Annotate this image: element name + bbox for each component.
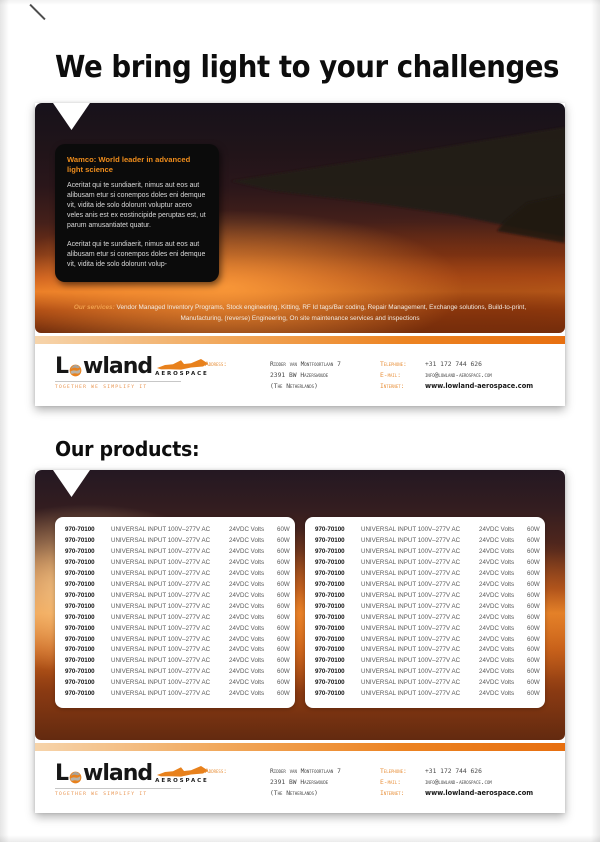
logo-underline [55,788,181,789]
telephone-value: +31 172 744 626 [425,361,482,368]
part-description: UNIVERSAL INPUT 100V–277V AC [361,679,461,687]
contact-labels [380,751,425,813]
email-label: E-mail: [380,779,402,786]
part-description: UNIVERSAL INPUT 100V–277V AC [111,635,211,643]
part-wattage: 60W [277,657,290,665]
address-value [270,751,380,813]
contact-values [425,751,553,813]
notch-pointer [53,470,90,497]
brand-logo [55,751,209,813]
products-heading: Our products: [55,437,200,461]
table-row [305,602,545,613]
part-number: 970-70100 [315,613,345,621]
part-description: UNIVERSAL INPUT 100V–277V AC [361,569,461,577]
part-voltage: 24VDC Volts [229,624,265,632]
hero-sheet [35,103,565,406]
brand-name-rest: wland [83,354,153,379]
part-number: 970-70100 [315,558,345,566]
table-row [55,635,295,646]
part-voltage: 24VDC Volts [479,690,515,698]
part-wattage: 60W [527,613,540,621]
part-description: UNIVERSAL INPUT 100V–277V AC [111,668,211,676]
brand-aerospace-label: AEROSPACE [155,778,209,784]
part-description: UNIVERSAL INPUT 100V–277V AC [361,646,461,654]
part-description: UNIVERSAL INPUT 100V–277V AC [361,635,461,643]
part-voltage: 24VDC Volts [479,547,515,555]
hero-card-title: Wamco: World leader in advanced light science [67,155,191,175]
part-wattage: 60W [527,657,540,665]
telephone-label: Telephone: [380,361,407,368]
part-description: UNIVERSAL INPUT 100V–277V AC [361,668,461,676]
table-row [305,645,545,656]
brand-name-rest: wland [83,761,153,786]
table-row [305,678,545,689]
page-edge-right [591,0,600,842]
table-row [55,525,295,536]
part-number: 970-70100 [65,668,95,676]
hero-card-paragraph-1: Aceritat qui te sundiaerit, nimus aut eos aut alibusam etur si conempos doles eni demque vit, vidita ide solo dolorunt voluptur acero veles anis est ex eostincipide peruptas est, ut parum amusantiatet quatur. [67,181,206,229]
services-line [62,302,539,324]
telephone-value: +31 172 744 626 [425,768,482,775]
table-row [305,536,545,547]
part-wattage: 60W [527,569,540,577]
internet-label: Internet: [380,383,405,390]
table-row [305,558,545,569]
brand-tagline: TOGETHER WE SIMPLIFY IT [55,792,148,797]
table-row [305,667,545,678]
table-row [305,656,545,667]
part-wattage: 60W [527,547,540,555]
address-value [270,344,380,406]
table-row [55,613,295,624]
table-row [305,635,545,646]
page-edge-bottom [0,835,600,842]
part-number: 970-70100 [65,580,95,588]
part-voltage: 24VDC Volts [479,679,515,687]
part-voltage: 24VDC Volts [229,602,265,610]
globe-icon [69,364,82,377]
part-wattage: 60W [527,580,540,588]
part-description: UNIVERSAL INPUT 100V–277V AC [361,580,461,588]
part-wattage: 60W [277,591,290,599]
email-label: E-mail: [380,372,402,379]
contact-footer [35,751,565,813]
part-voltage: 24VDC Volts [229,526,265,533]
part-voltage: 24VDC Volts [479,558,515,566]
part-number: 970-70100 [315,679,345,687]
part-number: 970-70100 [65,624,95,632]
table-row [55,667,295,678]
accent-bar [35,743,565,751]
internet-label: Internet: [380,790,405,797]
part-number: 970-70100 [315,569,345,577]
part-number: 970-70100 [65,526,95,533]
part-number: 970-70100 [315,624,345,632]
part-number: 970-70100 [65,602,95,610]
corner-mark [29,4,45,20]
part-description: UNIVERSAL INPUT 100V–277V AC [111,547,211,555]
part-number: 970-70100 [65,657,95,665]
part-description: UNIVERSAL INPUT 100V–277V AC [111,613,211,621]
table-row [305,580,545,591]
contact-footer [35,344,565,406]
part-wattage: 60W [277,624,290,632]
contact-labels [380,344,425,406]
table-row [305,591,545,602]
table-row [305,689,545,700]
part-description: UNIVERSAL INPUT 100V–277V AC [361,613,461,621]
part-wattage: 60W [277,580,290,588]
brand-name-left: L [55,354,69,379]
table-row [55,656,295,667]
part-wattage: 60W [277,613,290,621]
table-row [305,569,545,580]
part-description: UNIVERSAL INPUT 100V–277V AC [111,690,211,698]
hero-photo [35,103,565,333]
part-number: 970-70100 [315,602,345,610]
address-line-2: 2391 BW Hazerswoude [270,779,329,786]
part-number: 970-70100 [315,526,345,533]
table-row [305,624,545,635]
part-voltage: 24VDC Volts [479,526,515,533]
part-number: 970-70100 [65,536,95,544]
part-number: 970-70100 [315,690,345,698]
part-description: UNIVERSAL INPUT 100V–277V AC [111,679,211,687]
part-description: UNIVERSAL INPUT 100V–277V AC [361,526,461,533]
part-voltage: 24VDC Volts [229,536,265,544]
part-voltage: 24VDC Volts [479,536,515,544]
part-wattage: 60W [527,526,540,533]
table-row [55,580,295,591]
part-voltage: 24VDC Volts [479,613,515,621]
part-wattage: 60W [527,558,540,566]
part-description: UNIVERSAL INPUT 100V–277V AC [361,536,461,544]
hero-text-card [55,144,219,282]
part-voltage: 24VDC Volts [479,580,515,588]
part-wattage: 60W [527,635,540,643]
page-edge-left [0,0,9,842]
part-voltage: 24VDC Volts [229,635,265,643]
part-description: UNIVERSAL INPUT 100V–277V AC [111,569,211,577]
accent-bar [35,336,565,344]
part-voltage: 24VDC Volts [479,668,515,676]
part-voltage: 24VDC Volts [479,624,515,632]
part-number: 970-70100 [315,635,345,643]
part-voltage: 24VDC Volts [229,558,265,566]
table-row [55,547,295,558]
brand-logo [55,344,209,406]
part-description: UNIVERSAL INPUT 100V–277V AC [111,558,211,566]
product-table-right [305,517,545,708]
website-link[interactable]: www.lowland-aerospace.com [425,382,534,390]
part-wattage: 60W [527,646,540,654]
part-number: 970-70100 [65,569,95,577]
email-link[interactable]: info@lowland-aerospace.com [425,779,492,786]
table-row [55,558,295,569]
table-row [55,678,295,689]
product-table-left [55,517,295,708]
website-link[interactable]: www.lowland-aerospace.com [425,789,534,797]
table-row [55,591,295,602]
part-wattage: 60W [277,646,290,654]
part-number: 970-70100 [315,657,345,665]
table-row [55,624,295,635]
table-row [305,613,545,624]
part-wattage: 60W [277,526,290,533]
part-wattage: 60W [527,624,540,632]
telephone-label: Telephone: [380,768,407,775]
part-wattage: 60W [527,679,540,687]
part-description: UNIVERSAL INPUT 100V–277V AC [111,536,211,544]
part-voltage: 24VDC Volts [229,569,265,577]
part-number: 970-70100 [315,646,345,654]
part-wattage: 60W [277,602,290,610]
part-description: UNIVERSAL INPUT 100V–277V AC [111,591,211,599]
part-voltage: 24VDC Volts [229,580,265,588]
part-number: 970-70100 [315,591,345,599]
contact-values [425,344,553,406]
table-row [305,525,545,536]
part-voltage: 24VDC Volts [479,591,515,599]
products-sheet [35,470,565,813]
page-edge-top [0,0,600,5]
address-label: Address: [205,768,228,775]
part-wattage: 60W [277,569,290,577]
part-number: 970-70100 [315,536,345,544]
brand-aerospace-label: AEROSPACE [155,371,209,377]
part-wattage: 60W [277,536,290,544]
part-number: 970-70100 [65,613,95,621]
part-wattage: 60W [277,679,290,687]
part-number: 970-70100 [65,690,95,698]
part-voltage: 24VDC Volts [229,646,265,654]
email-link[interactable]: info@lowland-aerospace.com [425,372,492,379]
part-voltage: 24VDC Volts [479,602,515,610]
part-wattage: 60W [277,547,290,555]
part-wattage: 60W [527,536,540,544]
address-label: Address: [205,361,228,368]
part-number: 970-70100 [65,558,95,566]
part-wattage: 60W [277,690,290,698]
table-row [55,602,295,613]
part-number: 970-70100 [65,646,95,654]
part-voltage: 24VDC Volts [479,569,515,577]
part-number: 970-70100 [65,591,95,599]
part-voltage: 24VDC Volts [229,690,265,698]
part-description: UNIVERSAL INPUT 100V–277V AC [111,657,211,665]
part-number: 970-70100 [315,547,345,555]
part-number: 970-70100 [315,668,345,676]
table-row [305,547,545,558]
part-description: UNIVERSAL INPUT 100V–277V AC [111,580,211,588]
part-wattage: 60W [527,591,540,599]
part-description: UNIVERSAL INPUT 100V–277V AC [361,690,461,698]
part-voltage: 24VDC Volts [229,547,265,555]
address-line-3: (The Netherlands) [270,383,318,390]
part-number: 970-70100 [65,635,95,643]
part-description: UNIVERSAL INPUT 100V–277V AC [111,624,211,632]
hero-card-paragraph-2: Aceritat qui te sundiaerit, nimus aut eos aut alibusam etur si conempos doles eni demque vit, vidita ide solo dolorunt volup- [67,240,206,268]
part-number: 970-70100 [65,679,95,687]
part-number: 970-70100 [65,547,95,555]
part-description: UNIVERSAL INPUT 100V–277V AC [361,558,461,566]
part-description: UNIVERSAL INPUT 100V–277V AC [361,591,461,599]
part-description: UNIVERSAL INPUT 100V–277V AC [111,602,211,610]
table-row [55,689,295,700]
table-row [55,536,295,547]
part-wattage: 60W [527,690,540,698]
part-description: UNIVERSAL INPUT 100V–277V AC [111,526,211,533]
part-number: 970-70100 [315,580,345,588]
part-wattage: 60W [277,635,290,643]
part-voltage: 24VDC Volts [229,657,265,665]
globe-icon [69,771,82,784]
address-line-1: Ridder van Montfoortlaan 7 [270,768,341,775]
products-photo [35,470,565,740]
part-description: UNIVERSAL INPUT 100V–277V AC [361,624,461,632]
address-line-3: (The Netherlands) [270,790,318,797]
part-wattage: 60W [277,668,290,676]
address-line-1: Ridder van Montfoortlaan 7 [270,361,341,368]
part-voltage: 24VDC Volts [479,646,515,654]
address-line-2: 2391 BW Hazerswoude [270,372,329,379]
part-wattage: 60W [277,558,290,566]
brand-name-left: L [55,761,69,786]
part-description: UNIVERSAL INPUT 100V–277V AC [111,646,211,654]
page-headline: We bring light to your challenges [55,50,560,85]
part-wattage: 60W [527,668,540,676]
part-voltage: 24VDC Volts [229,613,265,621]
part-voltage: 24VDC Volts [229,591,265,599]
part-description: UNIVERSAL INPUT 100V–277V AC [361,602,461,610]
part-voltage: 24VDC Volts [479,657,515,665]
part-voltage: 24VDC Volts [479,635,515,643]
table-row [55,569,295,580]
part-wattage: 60W [527,602,540,610]
brand-tagline: TOGETHER WE SIMPLIFY IT [55,385,148,390]
part-description: UNIVERSAL INPUT 100V–277V AC [361,657,461,665]
jet-icon [157,764,209,779]
jet-icon [157,357,209,372]
part-voltage: 24VDC Volts [229,679,265,687]
part-voltage: 24VDC Volts [229,668,265,676]
part-description: UNIVERSAL INPUT 100V–277V AC [361,547,461,555]
logo-underline [55,381,181,382]
table-row [55,645,295,656]
services-label: Our services: [73,303,115,311]
services-text: Vendor Managed Inventory Programs, Stock engineering, Kitting, RF Id tags/Bar coding, Repair Management, Exchange solutions, Build-to-print, Manufacturing, (reverse) Engineering, On site maintenance services and inspections [116,303,527,322]
